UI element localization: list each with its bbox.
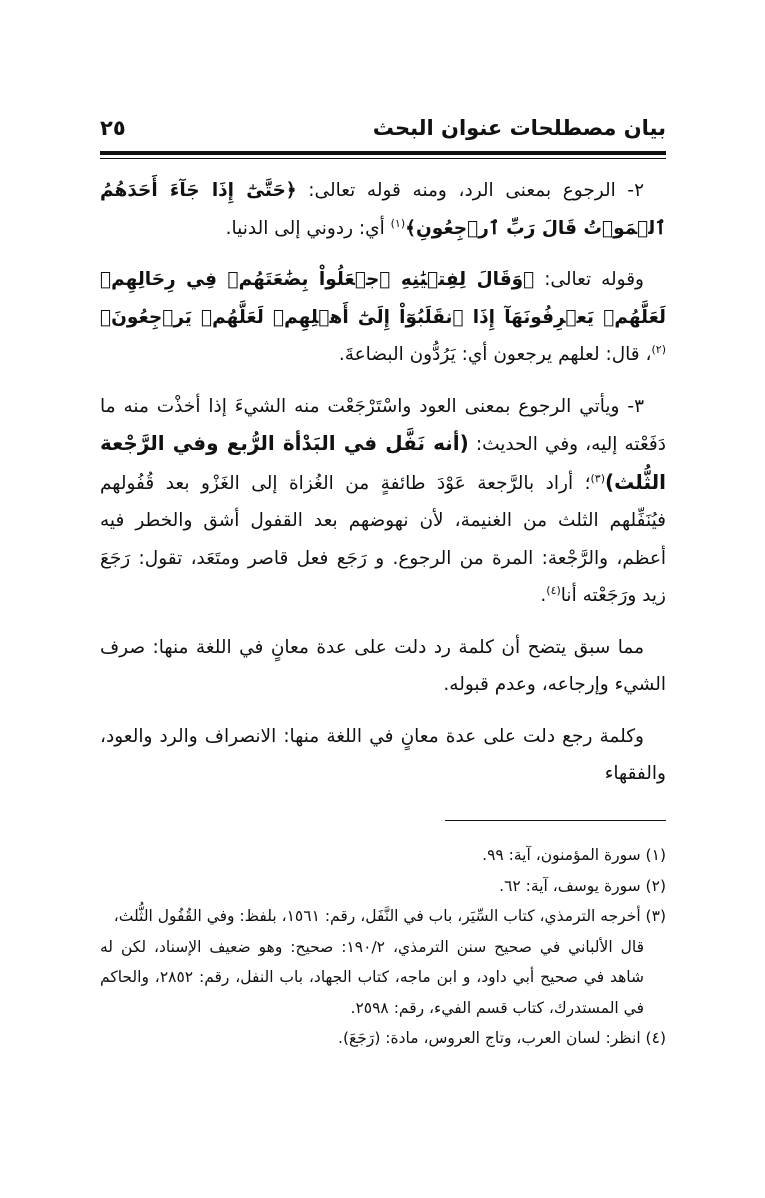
paragraph-3 xyxy=(100,388,666,615)
paragraph-1-lead: ٢- الرجوع بمعنى الرد، ومنه قوله تعالى: xyxy=(296,180,645,201)
header-rule-thick xyxy=(100,151,666,155)
quran-verse-1: ﴿حَتَّىٰٓ إِذَا جَآءَ أَحَدَهُمُ ٱلۡمَوۡتُ قَالَ رَبِّ ٱرۡجِعُونِ﴾ xyxy=(100,180,666,239)
running-header xyxy=(100,116,666,148)
footnote-1: (١) سورة المؤمنون، آية: ٩٩. xyxy=(482,846,666,864)
footnote-separator xyxy=(445,820,666,821)
footnote-4: (٤) انظر: لسان العرب، وتاج العروس، مادة: (رَجَعَ). xyxy=(338,1029,666,1047)
footnote-ref-3[interactable]: (٣) xyxy=(590,471,605,485)
header-rule-thin xyxy=(100,158,666,159)
footnote-ref-4[interactable]: (٤) xyxy=(546,583,561,597)
paragraph-3-tail: ؛ أراد بالرَّجعة عَوْدَ طائفةٍ من الغُزاة إلى الغَزْو بعد قُفُولهم فيُنَفِّلهم الثلث من الغنيمة، لأن نهوضهم بعد القفول أشق والخطر فيه أعظم، والرَّجْعة: المرة من الرجوع. و رَجَع فعل قاصر ومتَعَد، تقول: رَجَعَ زيد ورَجَعْته أنا xyxy=(100,472,666,606)
paragraph-4: مما سبق يتضح أن كلمة رد دلت على عدة معانٍ في اللغة منها: صرف الشيء وإرجاعه، وعدم قبوله. xyxy=(100,636,666,695)
paragraph-3-lead: ٣- ويأتي الرجوع بمعنى العود واسْتَرْجَعْت منه الشيءَ إذا أخذْت منه ما دَفَعْته إليه، وفي الحديث: xyxy=(100,395,667,455)
paragraph-3-end: . xyxy=(540,585,547,606)
footnote-ref-1[interactable]: (١) xyxy=(390,216,406,230)
footnote-3: (٣) أخرجه الترمذي، كتاب السِّيَر، باب في النَّفَل، رقم: ١٥٦١، بلفظ: وفي القُفُول الثُّلث، xyxy=(113,907,666,925)
main-text xyxy=(100,172,666,793)
paragraph-1 xyxy=(100,172,666,247)
paragraph-5: وكلمة رجع دلت على عدة معانٍ في اللغة منها: الانصراف والرد والعود، والفقهاء xyxy=(100,725,666,784)
page-number: ٢٥ xyxy=(100,116,126,140)
paragraph-2-tail: ، قال: لعلهم يرجعون أي: يَرُدُّون البضاعةَ. xyxy=(338,344,652,365)
hadith-quote: (أنه نَفَّل في البَدْأة الرُّبع وفي الرَّجْعة الثُّلث) xyxy=(100,431,666,494)
paragraph-2-lead: وقوله تعالى: xyxy=(534,269,644,290)
footnote-2: (٢) سورة يوسف، آية: ٦٢. xyxy=(499,876,666,895)
paragraph-2 xyxy=(100,261,666,374)
footnote-ref-2[interactable]: (٢) xyxy=(651,342,666,356)
paragraph-1-tail: أي: ردوني إلى الدنيا. xyxy=(225,217,391,239)
footnotes xyxy=(100,840,666,1054)
quran-verse-2: ﴿وَقَالَ لِفِتۡيَٰنِهِ ٱجۡعَلُواْ بِضَٰعَتَهُمۡ فِي رِحَالِهِمۡ لَعَلَّهُمۡ يَعۡرِفُونَهَآ إِذَا ٱنقَلَبُوٓاْ إِلَىٰٓ أَهۡلِهِمۡ لَعَلَّهُمۡ يَرۡجِعُونَ﴾ xyxy=(100,269,666,328)
footnote-3-continued: قال الألباني في صحيح سنن الترمذي، ١٩٠/٢: صحيح: وهو ضعيف الإسناد، لكن له شاهد في صحيح أبي داود، و ابن ماجه، كتاب الجهاد، باب النفل، رقم: ٢٨٥٢، والحاكم في المستدرك، كتاب قسم الفيء، رقم: ٢٥٩٨. xyxy=(100,937,644,1017)
header-title: بيان مصطلحات عنوان البحث xyxy=(372,116,666,140)
